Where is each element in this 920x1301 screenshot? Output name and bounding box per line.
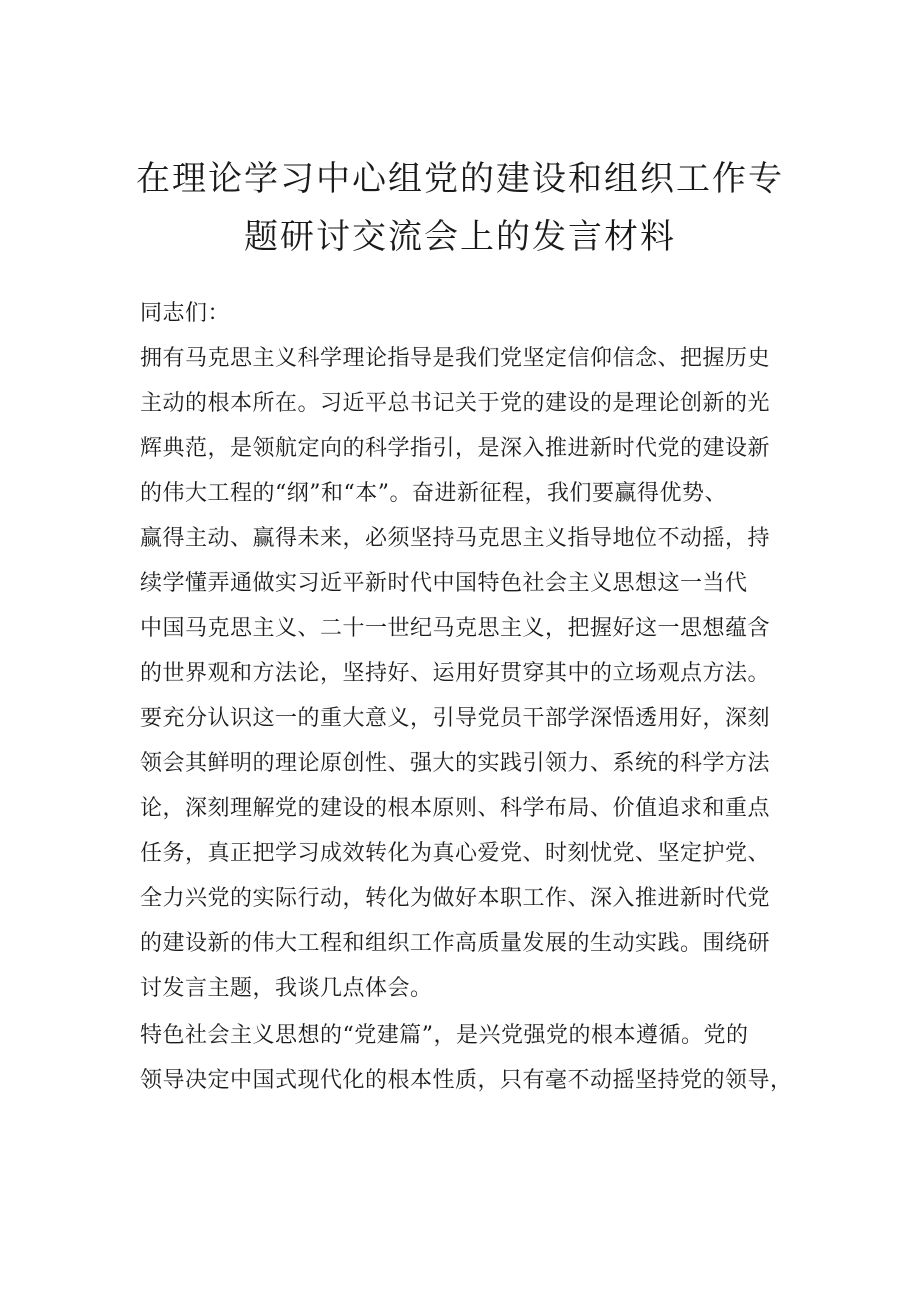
document-body — [140, 291, 795, 1103]
paragraph-2 — [140, 1013, 795, 1103]
text-line: 领导决定中国式现代化的根本性质，只有毫不动摇坚持党的领导， — [140, 1068, 793, 1093]
text-line: 续学懂弄通做实习近平新时代中国特色社会主义思想这一当代 — [140, 571, 748, 596]
paragraph-1 — [140, 336, 795, 1011]
text-line: 拥有马克思主义科学理论指导是我们党坚定信仰信念、把握历史 — [140, 346, 771, 371]
text-line: 赢得主动、赢得未来，必须坚持马克思主义指导地位不动摇，持 — [140, 526, 771, 551]
document-title — [0, 150, 920, 266]
title-line-1: 在理论学习中心组党的建设和组织工作专 — [136, 159, 784, 199]
text-line: 领会其鲜明的理论原创性、强大的实践引领力、系统的科学方法 — [140, 751, 771, 776]
title-line-2: 题研讨交流会上的发言材料 — [244, 217, 676, 257]
text-line: 的伟大工程的“纲”和“本”。奋进新征程，我们要赢得优势、 — [140, 481, 727, 506]
text-line: 全力兴党的实际行动，转化为做好本职工作、深入推进新时代党 — [140, 886, 771, 911]
text-line: 讨发言主题，我谈几点体会。 — [140, 976, 433, 1001]
text-line: 论，深刻理解党的建设的根本原则、科学布局、价值追求和重点 — [140, 796, 771, 821]
salutation: 同志们： — [140, 301, 231, 326]
text-line: 特色社会主义思想的“党建篇”，是兴党强党的根本遵循。党的 — [140, 1023, 749, 1048]
text-line: 任务，真正把学习成效转化为真心爱党、时刻忧党、坚定护党、 — [140, 841, 771, 866]
text-line: 主动的根本所在。习近平总书记关于党的建设的是理论创新的光 — [140, 391, 771, 416]
text-line: 的世界观和方法论，坚持好、运用好贯穿其中的立场观点方法。 — [140, 661, 771, 686]
text-line: 辉典范，是领航定向的科学指引，是深入推进新时代党的建设新 — [140, 436, 771, 461]
text-line: 的建设新的伟大工程和组织工作高质量发展的生动实践。围绕研 — [140, 931, 771, 956]
text-line: 要充分认识这一的重大意义，引导党员干部学深悟透用好，深刻 — [140, 706, 771, 731]
text-line: 中国马克思主义、二十一世纪马克思主义，把握好这一思想蕴含 — [140, 616, 771, 641]
